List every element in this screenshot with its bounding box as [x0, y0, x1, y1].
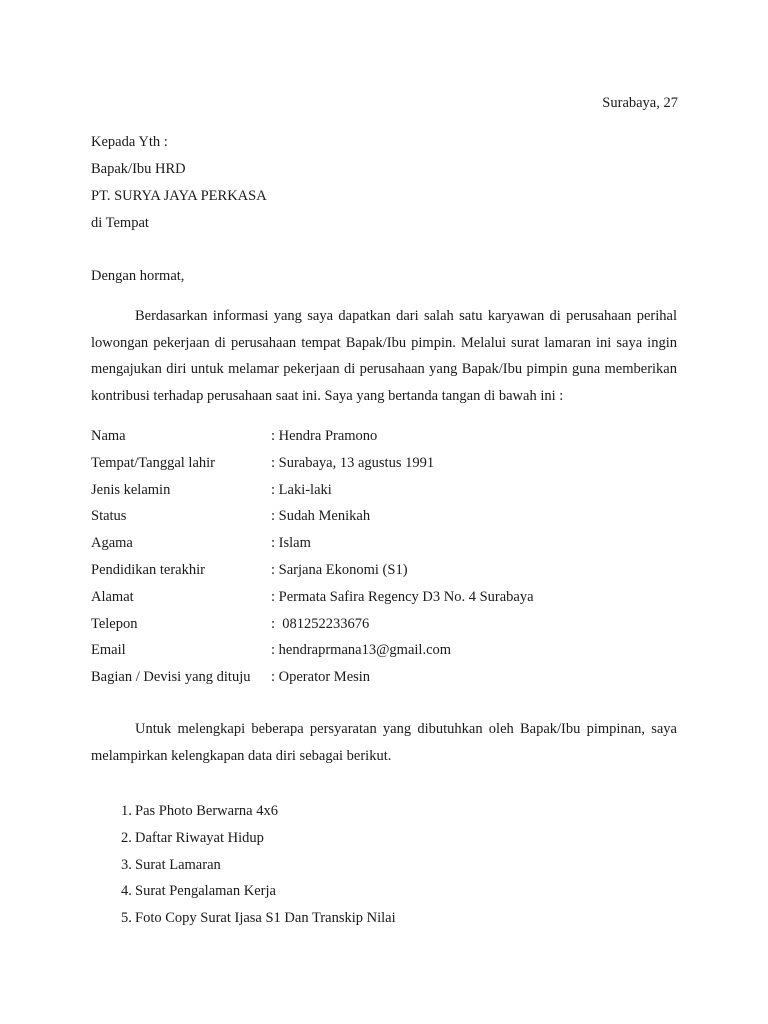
list-number	[91, 802, 135, 829]
greeting: Dengan hormat,	[91, 268, 185, 284]
detail-value: : hendraprmana13@gmail.com	[271, 642, 452, 659]
detail-row	[91, 641, 677, 668]
recipient-line: Kepada Yth :	[91, 134, 168, 150]
list-item	[91, 802, 396, 829]
list-number	[91, 882, 135, 909]
list-item	[91, 909, 396, 936]
detail-row	[91, 615, 677, 642]
recipient-line: PT. SURYA JAYA PERKASA	[91, 188, 267, 204]
recipient-line: di Tempat	[91, 215, 149, 231]
intro-paragraph: Berdasarkan informasi yang saya dapatkan dari salah satu karyawan di perusahaan perihal lowongan pekerjaan di perusahaan tempat Bapak/Ibu pimpin. Melalui surat lamaran ini saya ingin mengajukan diri untuk melamar pekerjaan di perusahaan yang Bapak/Ibu pimpin guna memberikan kontribusi terhadap perusahaan saat ini. Saya yang bertanda tangan di bawah ini :	[91, 308, 677, 404]
list-number-text: 1.	[121, 803, 132, 819]
detail-label: Status	[91, 508, 127, 525]
detail-value: : Islam	[271, 535, 311, 552]
list-text: Daftar Riwayat Hidup	[135, 829, 264, 846]
list-item	[91, 829, 396, 856]
detail-label: Pendidikan terakhir	[91, 561, 205, 578]
list-number-text: 2.	[121, 829, 132, 846]
recipient-block	[91, 133, 681, 241]
list-number	[91, 829, 135, 856]
detail-value: : Permata Safira Regency D3 No. 4 Surabaya	[271, 588, 534, 605]
detail-row	[91, 454, 677, 481]
list-number	[91, 856, 135, 883]
list-text: Surat Lamaran	[135, 856, 221, 873]
list-item	[91, 882, 396, 909]
applicant-details	[91, 427, 677, 695]
date-line: Surabaya, 27	[602, 95, 678, 111]
detail-row	[91, 534, 677, 561]
detail-value: : Hendra Pramono	[271, 428, 378, 444]
detail-label: Agama	[91, 535, 133, 552]
detail-row	[91, 668, 677, 695]
detail-row	[91, 561, 677, 588]
detail-row	[91, 507, 677, 534]
detail-value: : Operator Mesin	[271, 669, 371, 686]
detail-value: : Laki-laki	[271, 481, 332, 498]
detail-label: Bagian / Devisi yang dituju	[91, 669, 251, 686]
detail-value: : Sudah Menikah	[271, 508, 371, 525]
list-number-text: 4.	[121, 883, 132, 900]
detail-row	[91, 481, 677, 508]
detail-label: Telepon	[91, 615, 138, 632]
attachment-list	[91, 802, 396, 936]
detail-value: : Surabaya, 13 agustus 1991	[271, 454, 435, 471]
attachment-paragraph: Untuk melengkapi beberapa persyaratan yang dibutuhkan oleh Bapak/Ibu pimpinan, saya melampirkan kelengkapan data diri sebagai berikut.	[91, 721, 677, 764]
list-number-text: 3.	[121, 856, 132, 873]
detail-value: : 081252233676	[271, 615, 370, 632]
detail-label: Email	[91, 642, 126, 659]
detail-label: Alamat	[91, 588, 134, 605]
detail-label: Tempat/Tanggal lahir	[91, 454, 215, 471]
list-text: Foto Copy Surat Ijasa S1 Dan Transkip Nilai	[135, 910, 396, 927]
recipient-line: Bapak/Ibu HRD	[91, 161, 186, 177]
detail-row	[91, 588, 677, 615]
detail-value: : Sarjana Ekonomi (S1)	[271, 561, 408, 578]
detail-label: Jenis kelamin	[91, 481, 171, 498]
detail-row	[91, 427, 677, 454]
list-item	[91, 856, 396, 883]
list-number-text: 5.	[121, 910, 132, 927]
list-text: Pas Photo Berwarna 4x6	[135, 803, 278, 819]
detail-label: Nama	[91, 428, 126, 444]
list-text: Surat Pengalaman Kerja	[135, 883, 276, 900]
list-number	[91, 909, 135, 936]
